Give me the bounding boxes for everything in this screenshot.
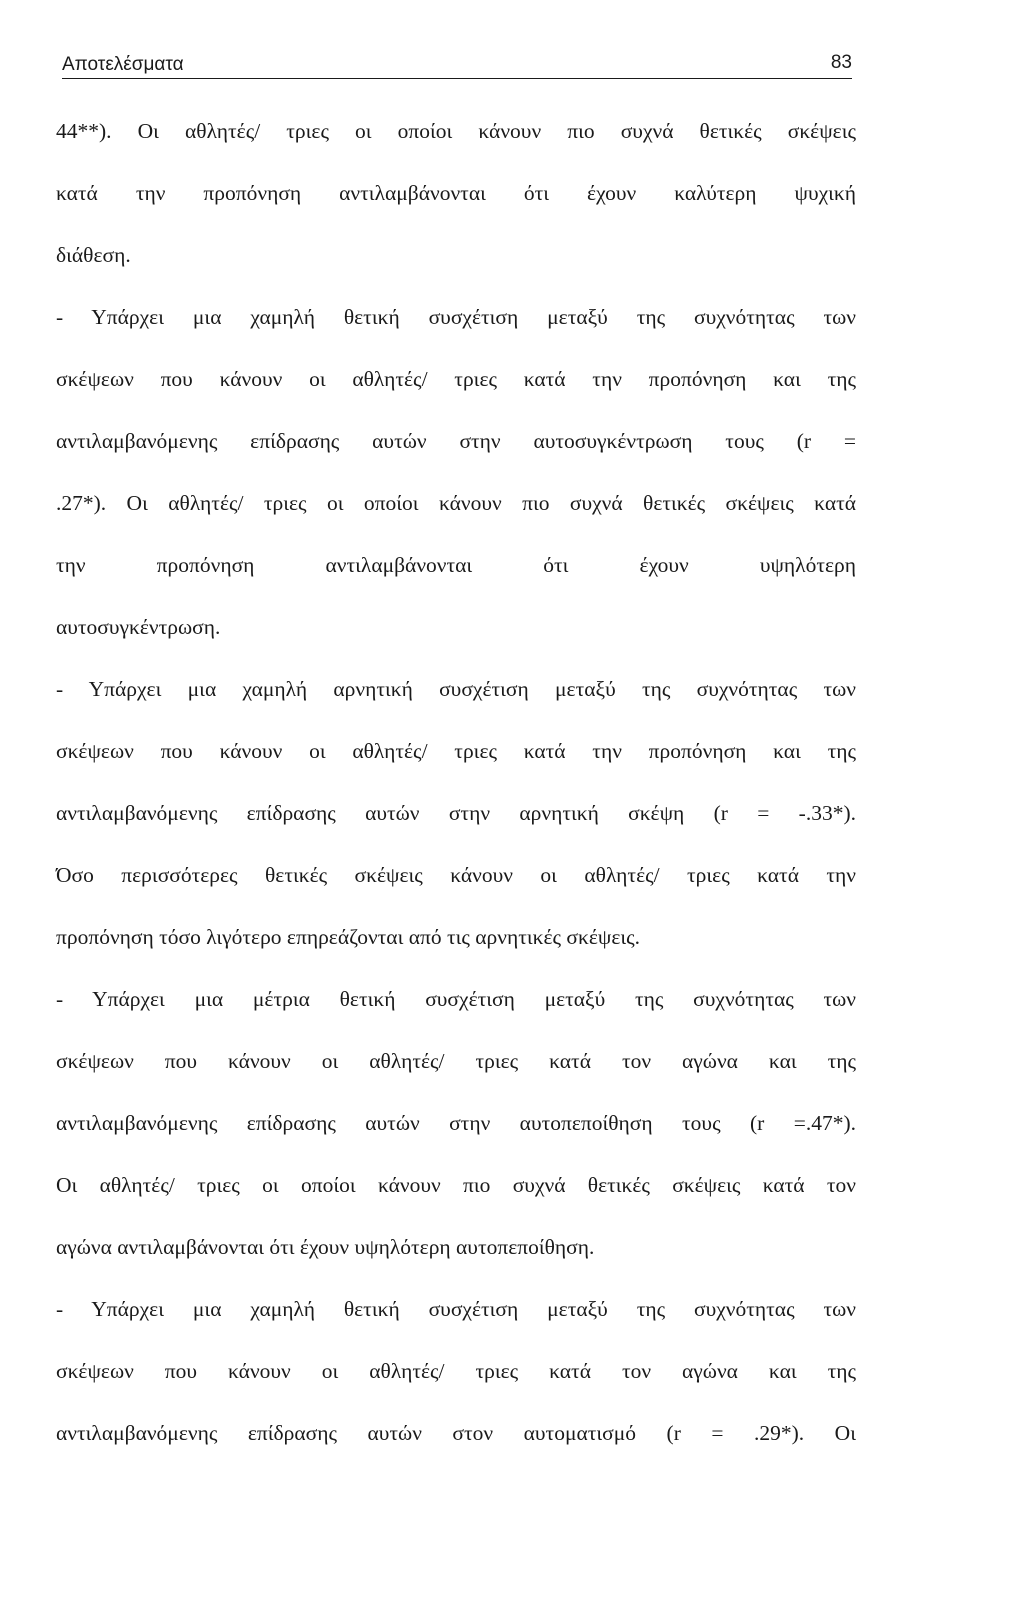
body-text [56,100,856,1464]
text-line: αντιλαμβανόμενης επίδρασης αυτών στον αυτοματισμό (r = .29*). Οι [56,1421,856,1445]
text-line: σκέψεων που κάνουν οι αθλητές/ τριες κατά τον αγώνα και της [56,1359,856,1383]
text-line: την προπόνηση αντιλαμβάνονται ότι έχουν υψηλότερη [56,553,856,577]
text-line: - Υπάρχει μια χαμηλή αρνητική συσχέτιση μεταξύ της συχνότητας των [56,677,856,701]
text-line: αντιλαμβανόμενης επίδρασης αυτών στην αυτοπεποίθηση τους (r =.47*). [56,1111,856,1135]
text-line: Όσο περισσότερες θετικές σκέψεις κάνουν οι αθλητές/ τριες κατά την [56,863,856,887]
text-line: 44**). Οι αθλητές/ τριες οι οποίοι κάνουν πιο συχνά θετικές σκέψεις [56,119,856,143]
text-line: σκέψεων που κάνουν οι αθλητές/ τριες κατά την προπόνηση και της [56,739,856,763]
text-line: - Υπάρχει μια μέτρια θετική συσχέτιση μεταξύ της συχνότητας των [56,987,856,1011]
text-line: - Υπάρχει μια χαμηλή θετική συσχέτιση μεταξύ της συχνότητας των [56,1297,856,1321]
text-line: Οι αθλητές/ τριες οι οποίοι κάνουν πιο συχνά θετικές σκέψεις κατά τον [56,1173,856,1197]
header-rule [62,78,852,79]
text-line: αυτοσυγκέντρωση. [56,615,221,639]
page-number: 83 [830,52,852,73]
text-line: αντιλαμβανόμενης επίδρασης αυτών στην αυτοσυγκέντρωση τους (r = [56,429,856,453]
header-title: Αποτελέσματα [62,54,184,75]
text-line: σκέψεων που κάνουν οι αθλητές/ τριες κατά την προπόνηση και της [56,367,856,391]
text-line: .27*). Οι αθλητές/ τριες οι οποίοι κάνουν πιο συχνά θετικές σκέψεις κατά [56,491,856,515]
text-line: προπόνηση τόσο λιγότερο επηρεάζονται από τις αρνητικές σκέψεις. [56,925,641,949]
text-line: αγώνα αντιλαμβάνονται ότι έχουν υψηλότερη αυτοπεποίθηση. [56,1235,595,1259]
text-line: κατά την προπόνηση αντιλαμβάνονται ότι έχουν καλύτερη ψυχική [56,181,856,205]
text-line: - Υπάρχει μια χαμηλή θετική συσχέτιση μεταξύ της συχνότητας των [56,305,856,329]
text-line: διάθεση. [56,243,131,267]
text-line: αντιλαμβανόμενης επίδρασης αυτών στην αρνητική σκέψη (r = -.33*). [56,801,856,825]
page-header [62,50,852,80]
text-line: σκέψεων που κάνουν οι αθλητές/ τριες κατά τον αγώνα και της [56,1049,856,1073]
